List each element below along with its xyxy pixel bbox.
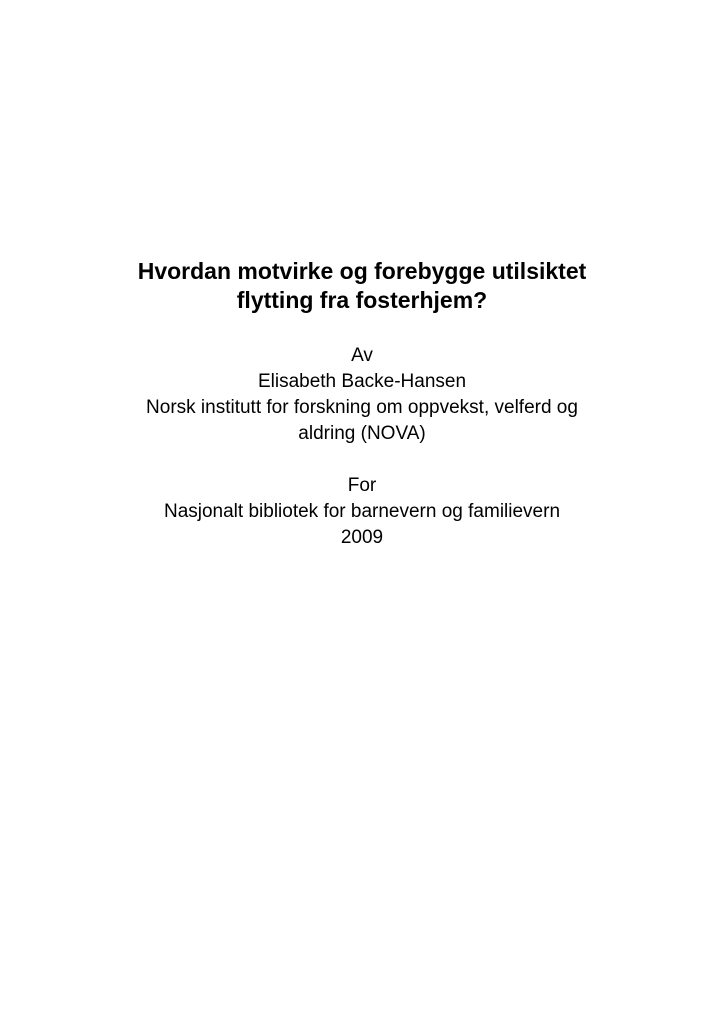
author-name: Elisabeth Backe-Hansen [257, 371, 467, 392]
title-line-2: flytting fra fosterhjem? [236, 287, 488, 313]
publication-year: 2009 [340, 527, 384, 548]
institution-line-2: aldring (NOVA) [298, 423, 426, 444]
publisher-name: Nasjonalt bibliotek for barnevern og familievern [163, 501, 561, 522]
document-title [0, 257, 724, 315]
institution-line-1: Norsk institutt for forskning om oppvekst, velferd og [146, 397, 578, 418]
spacer [0, 447, 724, 473]
for-label: For [347, 475, 377, 496]
document-credits [0, 343, 724, 551]
title-line-1: Hvordan motvirke og forebygge utilsiktet [137, 258, 587, 284]
by-label: Av [351, 345, 373, 366]
